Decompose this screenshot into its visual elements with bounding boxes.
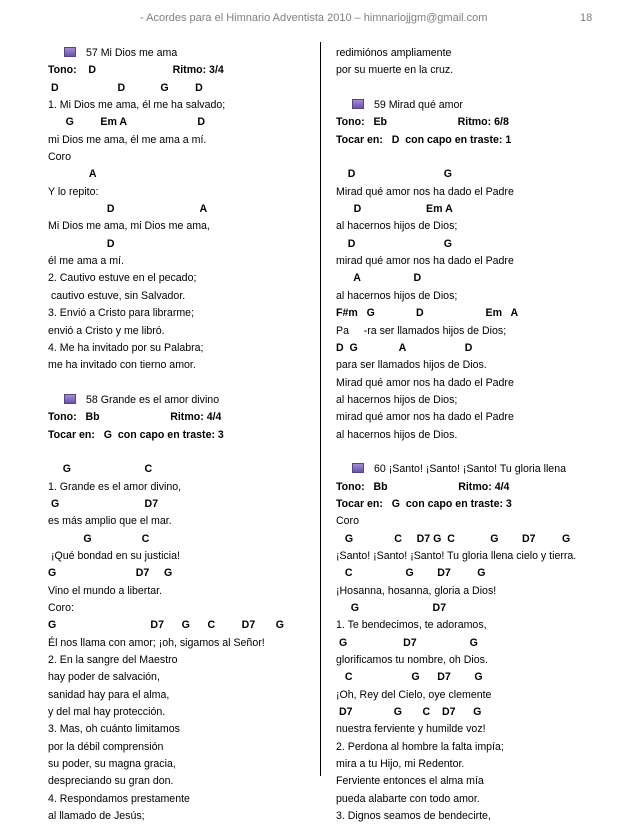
lyric-line: Vino el mundo a libertar. (48, 584, 163, 597)
chord-line: C G D7 G (336, 567, 486, 580)
chord-line: G D7 G (336, 636, 478, 649)
lyric-line: Mi Dios me ama, mi Dios me ama, (48, 220, 210, 233)
chord-line: G D7 G (48, 567, 173, 580)
lyric-line: hay poder de salvación, (48, 671, 160, 684)
chord-line: D A (48, 203, 208, 216)
lyric-line (336, 444, 608, 461)
speaker-icon (352, 463, 364, 473)
chord-line: Tono: Bb Ritmo: 4/4 (336, 480, 510, 493)
chord-line: G D7 (336, 602, 447, 614)
lyric-line: Pa -ra ser llamados hijos de Dios; (336, 324, 507, 337)
lyric-line: por su muerte en la cruz. (336, 64, 454, 77)
lyric-line: me ha invitado con tierno amor. (48, 359, 196, 372)
right-column (336, 45, 608, 825)
hymn-title (48, 45, 320, 62)
lyric-line: despreciando su gran don. (48, 775, 174, 788)
chord-line: Tono: Eb Ritmo: 6/8 (336, 116, 509, 129)
hymn-title (48, 392, 320, 409)
lyric-line: Coro: (48, 602, 74, 614)
lyric-line: al hacernos hijos de Dios; (336, 220, 458, 233)
lyric-line: ¡Oh, Rey del Cielo, oye clemente (336, 688, 492, 701)
lyric-line: Él nos llama con amor; ¡oh, sigamos al Señor! (48, 636, 265, 649)
chord-line: C G D7 G (336, 671, 483, 684)
lyric-line: al llamado de Jesús; (48, 810, 145, 823)
lyric-line: pueda alabarte con todo amor. (336, 792, 480, 805)
chord-line: G D7 (48, 497, 159, 510)
lyric-line: Ferviente entonces el alma mía (336, 775, 484, 788)
lyric-line: por la débil comprensión (48, 740, 164, 753)
chord-line: D D G D (48, 81, 203, 94)
lyric-line: Mirad qué amor nos ha dado el Padre (336, 376, 514, 389)
lyric-line: mirad qué amor nos ha dado el Padre (336, 255, 514, 268)
page-number: 18 (580, 12, 593, 24)
lyric-line: 2. En la sangre del Maestro (48, 654, 178, 667)
hymn-title-text: 57 Mi Dios me ama (86, 47, 178, 59)
lyric-line: mira a tu Hijo, mi Redentor. (336, 758, 465, 771)
lyric-line (48, 444, 320, 461)
lyric-line: 2. Perdona al hombre la falta impía; (336, 740, 504, 753)
header-text: - Acordes para el Himnario Adventista 2010 – himnariojjgm@gmail.com (140, 12, 488, 24)
column-divider (320, 42, 321, 776)
lyric-line: 1. Mi Dios me ama, él me ha salvado; (48, 99, 226, 112)
lyric-line: 3. Dignos seamos de bendecirte, (336, 810, 491, 823)
chord-line: Tono: Bb Ritmo: 4/4 (48, 411, 222, 424)
lyric-line: nuestra ferviente y humilde voz! (336, 723, 486, 736)
chord-line: A D (336, 272, 422, 285)
lyric-line: es más amplio que el mar. (48, 515, 172, 528)
lyric-line: 2. Cautivo estuve en el pecado; (48, 272, 197, 285)
lyric-line: ¡Qué bondad en su justicia! (48, 549, 180, 562)
lyric-line: 3. Envió a Cristo para librarme; (48, 307, 195, 320)
lyric-line: para ser llamados hijos de Dios. (336, 359, 487, 372)
chord-line: Tocar en: G con capo en traste: 3 (336, 497, 512, 510)
lyric-line: 1. Te bendecimos, te adoramos, (336, 619, 487, 632)
chord-line: Tocar en: G con capo en traste: 3 (48, 428, 224, 441)
lyric-line: envió a Cristo y me libró. (48, 324, 165, 337)
chord-line: F#m G D Em A (336, 307, 519, 320)
lyric-line: mi Dios me ama, él me ama a mí. (48, 133, 207, 146)
chord-line: D G A D (336, 341, 473, 354)
lyric-line: y del mal hay protección. (48, 706, 166, 719)
hymn-title (336, 461, 608, 478)
lyric-line: 3. Mas, oh cuánto limitamos (48, 723, 180, 736)
chord-line: G C D7 G C G D7 G (336, 532, 571, 545)
speaker-icon (64, 394, 76, 404)
chord-line: G C (48, 463, 153, 476)
hymn-title (336, 97, 608, 114)
chord-line: D (48, 237, 115, 250)
chord-line: G D7 G C D7 G (48, 619, 285, 632)
lyric-line: Coro (48, 151, 71, 164)
lyric-line: ¡Santo! ¡Santo! ¡Santo! Tu gloria llena cielo y tierra. (336, 549, 577, 562)
chord-line: D Em A (336, 203, 453, 216)
lyric-line: Y lo repito: (48, 185, 99, 198)
hymn-title-text: 58 Grande es el amor divino (86, 393, 220, 406)
speaker-icon (352, 99, 364, 109)
hymn-title-text: 60 ¡Santo! ¡Santo! ¡Santo! Tu gloria llena (374, 463, 566, 476)
lyric-line: su poder, su magna gracia, (48, 758, 176, 771)
chord-line: D G (336, 237, 452, 250)
chord-line: G C (48, 532, 150, 545)
lyric-line: cautivo estuve, sin Salvador. (48, 289, 186, 302)
chord-line: D G (336, 168, 452, 181)
lyric-line: al hacernos hijos de Dios; (336, 289, 458, 302)
lyric-line: redimiónos ampliamente (336, 47, 452, 59)
speaker-icon (64, 47, 76, 57)
chord-line: Tono: D Ritmo: 3/4 (48, 64, 224, 77)
lyric-line: Mirad qué amor nos ha dado el Padre (336, 185, 514, 198)
page-header (0, 12, 638, 26)
lyric-line: 1. Grande es el amor divino, (48, 480, 182, 493)
chord-line: A (48, 168, 97, 181)
lyric-line (48, 375, 320, 392)
lyric-line (336, 149, 608, 166)
lyric-line: al hacernos hijos de Dios. (336, 428, 458, 441)
lyric-line: él me ama a mí. (48, 255, 124, 268)
chord-line: Tocar en: D con capo en traste: 1 (336, 133, 512, 146)
lyric-line: sanidad hay para el alma, (48, 688, 170, 701)
left-column (48, 45, 320, 825)
chord-line: D7 G C D7 G (336, 706, 482, 719)
lyric-line: 4. Respondamos prestamente (48, 792, 190, 805)
lyric-line: mirad qué amor nos ha dado el Padre (336, 411, 514, 424)
chord-line: G Em A D (48, 116, 205, 129)
hymn-title-text: 59 Mirad qué amor (374, 99, 463, 112)
lyric-line: 4. Me ha invitado por su Palabra; (48, 341, 204, 354)
lyric-line: glorificamos tu nombre, oh Dios. (336, 654, 488, 667)
lyric-line: Coro (336, 515, 359, 528)
lyric-line: al hacernos hijos de Dios; (336, 393, 458, 406)
lyric-line (336, 80, 608, 97)
lyric-line: ¡Hosanna, hosanna, gloria a Dios! (336, 584, 497, 597)
